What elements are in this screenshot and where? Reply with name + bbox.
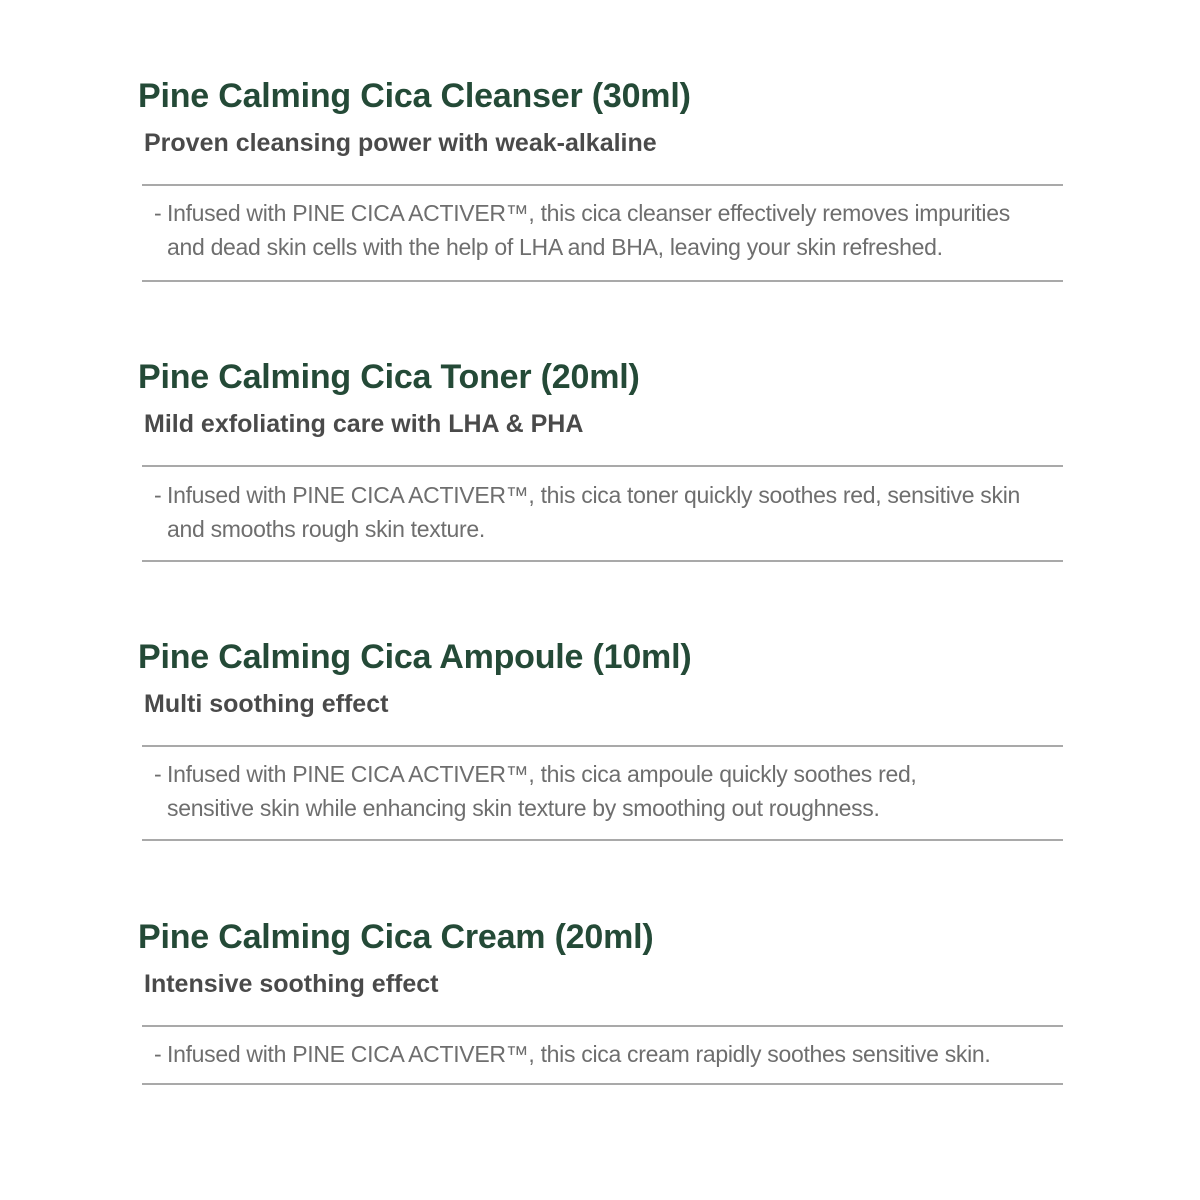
bullet-dash: -	[154, 1041, 162, 1067]
description-line: Infused with PINE CICA ACTIVER™, this cica cream rapidly soothes sensitive skin.	[167, 1041, 991, 1067]
top-divider	[142, 465, 1063, 467]
product-description	[154, 478, 1054, 546]
product-title: Pine Calming Cica Cleanser (30ml)	[138, 77, 691, 115]
product-subtitle: Proven cleansing power with weak-alkaline	[144, 129, 657, 157]
top-divider	[142, 745, 1063, 747]
description-line: Infused with PINE CICA ACTIVER™, this cica cleanser effectively removes impurities	[167, 200, 1010, 226]
description-line: Infused with PINE CICA ACTIVER™, this cica toner quickly soothes red, sensitive skin	[167, 482, 1020, 508]
description-line: and dead skin cells with the help of LHA and BHA, leaving your skin refreshed.	[167, 234, 943, 260]
description-line: Infused with PINE CICA ACTIVER™, this cica ampoule quickly soothes red,	[167, 761, 917, 787]
top-divider	[142, 184, 1063, 186]
description-line: and smooths rough skin texture.	[167, 516, 485, 542]
bullet-dash: -	[154, 482, 162, 508]
bottom-divider	[142, 1083, 1063, 1085]
bullet-dash: -	[154, 761, 162, 787]
bottom-divider	[142, 560, 1063, 562]
bullet-dash: -	[154, 200, 162, 226]
product-description	[154, 1037, 1054, 1071]
product-title: Pine Calming Cica Toner (20ml)	[138, 358, 640, 396]
product-title: Pine Calming Cica Ampoule (10ml)	[138, 638, 692, 676]
product-subtitle: Mild exfoliating care with LHA & PHA	[144, 410, 584, 438]
product-subtitle: Multi soothing effect	[144, 690, 389, 718]
product-description	[154, 196, 1054, 264]
bottom-divider	[142, 280, 1063, 282]
product-description	[154, 757, 1054, 825]
product-title: Pine Calming Cica Cream (20ml)	[138, 918, 654, 956]
top-divider	[142, 1025, 1063, 1027]
bottom-divider	[142, 839, 1063, 841]
description-line: sensitive skin while enhancing skin texture by smoothing out roughness.	[167, 795, 880, 821]
product-subtitle: Intensive soothing effect	[144, 970, 439, 998]
